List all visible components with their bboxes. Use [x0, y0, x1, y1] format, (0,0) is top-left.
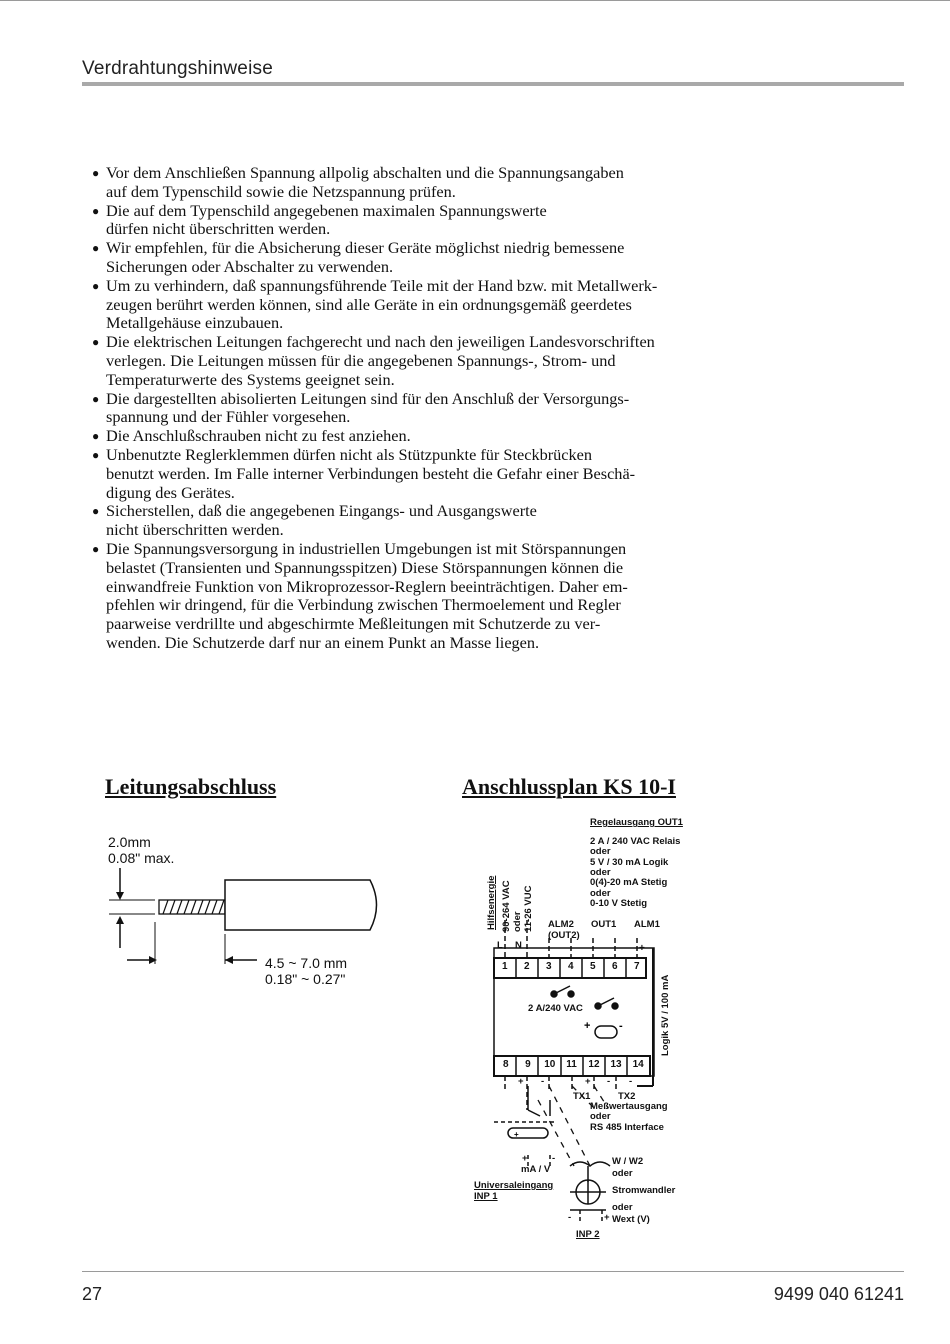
bullet-dot-icon: ● [92, 203, 100, 218]
bullet-dot-icon: ● [92, 504, 100, 519]
out1-option-line: oder [590, 846, 611, 858]
plan-title: Anschlussplan KS 10-I [462, 774, 676, 799]
wiring-note-line: Die auf dem Typenschild angegebenen maximalen Spannungswerte [106, 200, 547, 220]
strand-dimension-mm: 2.0mm [108, 834, 151, 850]
inp1-title: Universaleingang [474, 1180, 554, 1191]
wiring-note [90, 446, 710, 502]
out1-option-line: 5 V / 30 mA Logik [590, 856, 669, 868]
bullet-dot-icon: ● [92, 391, 100, 406]
bullet-dot-icon: ● [92, 278, 100, 293]
inp2-label: INP 2 [576, 1229, 600, 1240]
wiring-note [90, 202, 710, 240]
current-transformer-label: Stromwandler [612, 1185, 676, 1196]
label-out2: (OUT2) [548, 930, 580, 941]
label-tx2: TX2 [618, 1091, 636, 1102]
label-tx1: TX1 [573, 1091, 591, 1102]
t12-plus: + [585, 1076, 591, 1087]
relay-rating: 2 A/240 VAC [528, 1003, 583, 1014]
page-header-title: Verdrahtungshinweise [82, 58, 273, 79]
wiring-note [90, 277, 710, 333]
wiring-note [90, 333, 710, 389]
wiring-note-line: Sicherungen oder Abschalter zu verwenden. [106, 256, 394, 276]
power-title: Hilfsenergie [486, 875, 497, 930]
inp1-minus: - [552, 1153, 556, 1164]
inp2-plus: + [604, 1212, 610, 1223]
wiring-note-line: Temperaturwerte des Systems geeignet sein. [106, 369, 395, 389]
wiring-note [90, 390, 710, 428]
label-alm1: ALM1 [634, 919, 660, 930]
label-ma-v: mA / V [521, 1164, 551, 1175]
measurement-output-line: Meßwertausgang [590, 1101, 668, 1112]
wiring-note-line: auf dem Typenschild sowie die Netzspannung prüfen. [106, 181, 456, 201]
wiring-note-line: Vor dem Anschließen Spannung allpolig abschalten und die Spannungsangaben [106, 163, 624, 182]
label-l: L [497, 940, 503, 951]
logic-rail-label: Logik 5V / 100 mA [660, 974, 671, 1056]
terminal-number: 1 [502, 961, 508, 972]
label-out1: OUT1 [591, 919, 617, 930]
wiring-note [90, 164, 710, 202]
terminal-number: 2 [524, 961, 530, 972]
terminal-number: 8 [503, 1059, 509, 1070]
wiring-note-line: paarweise verdrillte und abgeschirmte Meßleitungen mit Schutzerde zu ver- [106, 614, 601, 634]
terminal-number: 14 [632, 1059, 644, 1070]
top-border [0, 0, 950, 1]
terminal-number: 5 [590, 961, 596, 972]
footer-rule [82, 1271, 904, 1272]
wiring-note-line: benutzt werden. Im Falle interner Verbindungen besteht die Gefahr einer Beschä- [106, 463, 636, 483]
wiring-note-line: dürfen nicht überschritten werden. [106, 219, 331, 239]
inp2-minus: - [568, 1212, 572, 1223]
measurement-output-line: oder [590, 1111, 611, 1123]
wiring-note-line: Um zu verhindern, daß spannungsführende Teile mit der Hand bzw. mit Metallwerk- [106, 275, 658, 295]
wext-oder-label: oder [612, 1202, 633, 1213]
power-option-line: oder [512, 911, 523, 932]
wiring-note-line: digung des Gerätes. [106, 482, 235, 502]
t10-minus: - [541, 1076, 545, 1087]
out1-option-line: 2 A / 240 VAC Relais [590, 836, 681, 847]
bullet-dot-icon: ● [92, 447, 100, 462]
w-oder-label: oder [612, 1168, 633, 1179]
wiring-note-line: spannung und der Fühler vorgesehen. [106, 407, 351, 427]
t9-plus: + [518, 1076, 524, 1087]
terminal-number: 7 [634, 961, 640, 972]
strip-length-inch: 0.18" ~ 0.27" [265, 971, 346, 987]
wiring-note-line: verlegen. Die Leitungen müssen für die angegebenen Spannungs-, Strom- und [106, 350, 616, 370]
out1-option-line: oder [590, 887, 611, 899]
wiring-note-line: wenden. Die Schutzerde darf nur an einem Punkt an Masse liegen. [106, 632, 540, 652]
terminal-number: 4 [568, 961, 574, 972]
svg-text:+: + [584, 1020, 591, 1032]
svg-text:-: - [619, 1020, 623, 1032]
wiring-note-line: belastet (Transienten und Spannungsspitzen) Diese Störspannungen können die [106, 557, 624, 577]
page-number: 27 [82, 1284, 103, 1304]
bullet-dot-icon: ● [92, 429, 100, 444]
bullet-dot-icon: ● [92, 241, 100, 256]
wiring-note-line: zeugen berührt werden können, sind alle Geräte in ein ordnungsgemäß geerdetes [106, 294, 632, 314]
terminal-number: 13 [610, 1059, 622, 1070]
measurement-output-line: RS 485 Interface [590, 1121, 664, 1133]
wiring-note-line: Die Anschlußschrauben nicht zu fest anziehen. [106, 426, 411, 446]
power-option-line: 11-26 VUC [523, 885, 534, 932]
alm1-plus: + [639, 943, 645, 954]
label-alm2: ALM2 [548, 919, 574, 930]
w-w2-label: W / W2 [612, 1156, 644, 1167]
label-n: N [515, 940, 522, 951]
wext-label: Wext (V) [612, 1214, 650, 1225]
wiring-note-line: Sicherstellen, daß die angegebenen Eingangs- und Ausgangswerte [106, 501, 537, 521]
wiring-note-line: Metallgehäuse einzubauen. [106, 313, 284, 333]
wiring-note [90, 540, 710, 653]
terminal-number: 9 [525, 1059, 531, 1070]
document-number: 9499 040 61241 [773, 1284, 904, 1304]
wiring-note [90, 427, 710, 446]
out1-option-line: 0-10 V Stetig [590, 897, 648, 909]
termination-title: Leitungsabschluss [105, 774, 277, 799]
out1-option-line: oder [590, 866, 611, 878]
terminal-number: 10 [544, 1059, 556, 1070]
svg-text:+: + [514, 1130, 519, 1139]
wiring-note-line: nicht überschritten werden. [106, 520, 284, 540]
out1-option-line: 0(4)-20 mA Stetig [590, 877, 668, 889]
inp1-plus: + [522, 1153, 528, 1164]
wiring-note [90, 502, 710, 540]
wiring-note-line: einwandfreie Funktion von Mikroprozessor-Reglern beeinträchtigen. Daher em- [106, 576, 628, 596]
terminal-number: 3 [546, 961, 552, 972]
wiring-note [90, 239, 710, 277]
bullet-dot-icon: ● [92, 166, 100, 180]
inp1-label: INP 1 [474, 1191, 498, 1202]
wiring-notes-list [90, 164, 710, 653]
header-rule [82, 82, 904, 86]
wiring-note-line: Die elektrischen Leitungen fachgerecht und nach den jeweiligen Landesvorschriften [106, 332, 655, 352]
wiring-note-line: Wir empfehlen, für die Absicherung dieser Geräte möglichst niedrig bemessene [106, 238, 625, 258]
wiring-note-line: pfehlen wir dringend, für die Verbindung zwischen Thermoelement und Regler [106, 595, 621, 615]
terminal-number: 6 [612, 961, 618, 972]
power-option-line: 90-264 VAC [501, 880, 512, 932]
terminal-number: 11 [566, 1059, 577, 1070]
strip-length-mm: 4.5 ~ 7.0 mm [265, 955, 348, 971]
wiring-note-line: Die Spannungsversorgung in industriellen Umgebungen ist mit Störspannungen [106, 538, 627, 558]
t14-minus: - [629, 1076, 633, 1087]
strand-dimension-inch: 0.08" max. [108, 850, 175, 866]
out1-title: Regelausgang OUT1 [590, 817, 683, 828]
t13-minus: - [607, 1076, 611, 1087]
bullet-dot-icon: ● [92, 335, 100, 350]
bullet-dot-icon: ● [92, 541, 100, 556]
terminal-number: 12 [588, 1059, 600, 1070]
wiring-note-line: Die dargestellten abisolierten Leitungen sind für den Anschluß der Versorgungs- [106, 388, 630, 408]
wiring-note-line: Unbenutzte Reglerklemmen dürfen nicht als Stützpunkte für Steckbrücken [106, 444, 593, 464]
